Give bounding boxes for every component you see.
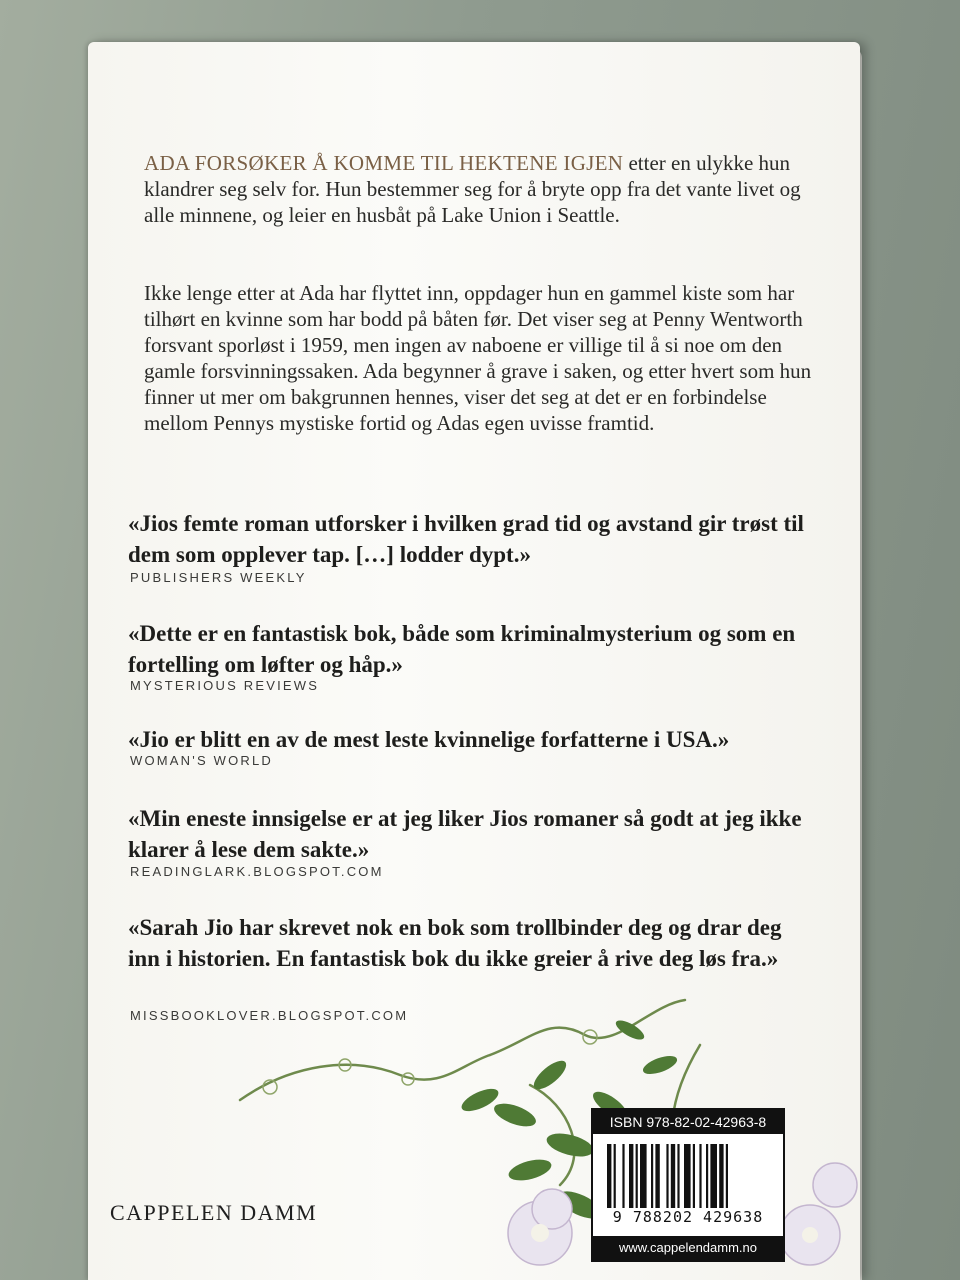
barcode-bar bbox=[677, 1144, 679, 1208]
barcode-bar bbox=[607, 1144, 611, 1208]
publisher-logo: CAPPELEN DAMM bbox=[110, 1200, 318, 1225]
barcode-bar bbox=[710, 1144, 717, 1208]
barcode-bar bbox=[693, 1144, 695, 1208]
review-source: MISSBOOKLOVER.BLOGSPOT.COM bbox=[130, 1008, 409, 1023]
barcode-bar bbox=[671, 1144, 675, 1208]
isbn-number: ISBN 978-82-02-42963-8 bbox=[593, 1110, 783, 1134]
barcode-bar bbox=[636, 1144, 638, 1208]
review-source: WOMAN'S WORLD bbox=[130, 753, 274, 768]
review-quote: «Sarah Jio har skrevet nok en bok som trollbinder deg og drar deg inn i historien. En fantastisk bok du ikke greier å rive deg løs fra.» bbox=[128, 915, 782, 971]
barcode-bar bbox=[726, 1144, 728, 1208]
review-quote: «Jios femte roman utforsker i hvilken grad tid og avstand gir trøst til dem som opplever tap. […] lodder dypt.» bbox=[128, 511, 804, 567]
blurb-paragraph-1-text: etter en ulykke hun klandrer seg selv for. Hun bestemmer seg for å bryte opp fra det vante livet og alle minnene, og leier en husbåt på Lake Union i Seattle. bbox=[144, 151, 801, 227]
barcode-bar bbox=[655, 1144, 659, 1208]
review-quote: «Jio er blitt en av de mest leste kvinnelige forfatterne i USA.» bbox=[128, 727, 730, 752]
review-source: MYSTERIOUS REVIEWS bbox=[130, 678, 320, 693]
barcode-bar bbox=[640, 1144, 647, 1208]
barcode-bar bbox=[706, 1144, 708, 1208]
review-quote: «Min eneste innsigelse er at jeg liker Jios romaner så godt at jeg ikke klarer å lese dem sakte.» bbox=[128, 806, 802, 862]
barcode bbox=[607, 1144, 769, 1208]
blurb-paragraph-1 bbox=[144, 150, 824, 228]
review-quote: «Dette er en fantastisk bok, både som kriminalmysterium og som en fortelling om løfter og håp.» bbox=[128, 621, 796, 677]
barcode-bar bbox=[651, 1144, 653, 1208]
barcode-bar bbox=[622, 1144, 624, 1208]
review-source: PUBLISHERS WEEKLY bbox=[130, 570, 307, 585]
review-source: READINGLARK.BLOGSPOT.COM bbox=[130, 864, 384, 879]
barcode-bar bbox=[684, 1144, 691, 1208]
barcode-bar bbox=[614, 1144, 616, 1208]
publisher-website: www.cappelendamm.no bbox=[593, 1236, 783, 1260]
barcode-bar bbox=[699, 1144, 701, 1208]
barcode-bar bbox=[629, 1144, 633, 1208]
barcode-bar bbox=[666, 1144, 668, 1208]
blurb-paragraph-2: Ikke lenge etter at Ada har flyttet inn, oppdager hun en gammel kiste som har tilhørt en kvinne som har bodd på båten før. Det viser seg at Penny Wentworth forsvant sporløst i 1959, men ingen av naboene er villige til å si noe om den gamle forsvinningssaken. Ada begynner å grave i saken, og etter hvert som hun finner ut mer om bakgrunnen hennes, viser det seg at det er en forbindelse mellom Pennys mystiske fortid og Adas egen uvisse framtid. bbox=[144, 281, 812, 435]
barcode-bar bbox=[719, 1144, 723, 1208]
isbn-barcode-label bbox=[591, 1108, 785, 1262]
blurb-lead: ADA FORSØKER Å KOMME TIL HEKTENE IGJEN bbox=[144, 151, 624, 175]
barcode-digits: 9 788202 429638 bbox=[612, 1208, 764, 1226]
